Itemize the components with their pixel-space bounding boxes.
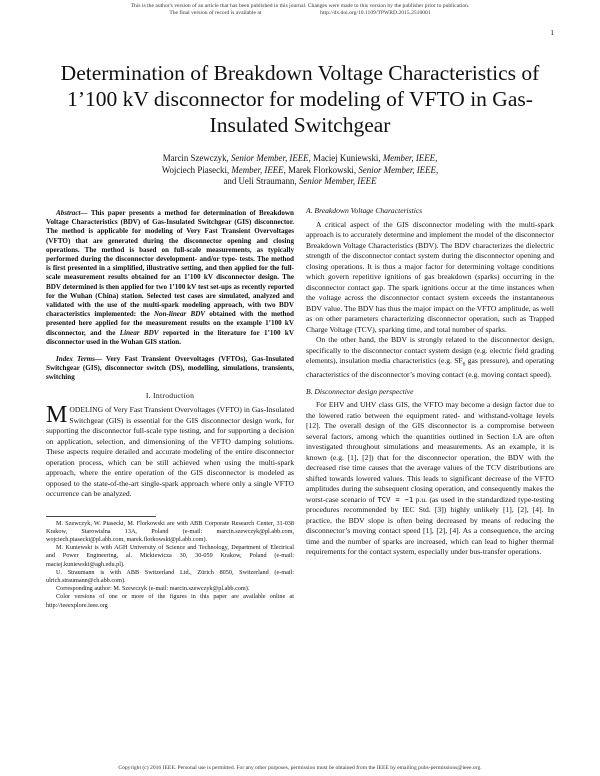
author-names: , Marek Florkowski, [283, 164, 359, 175]
author-role: Senior Member, IEEE [230, 153, 309, 163]
body-text: gas pressure), and operating characteristics of the disconnector’s moving contact (e.g. moving contact speed). [306, 356, 554, 380]
index-terms-label: Index Terms— [56, 355, 103, 364]
body-paragraph [306, 400, 554, 558]
body-text: For EHV and UHV class GIS, the VFTO may become a design factor due to the lowered ratio between the equipment rated- and withstand-voltage levels [12]. The overall design of the GIS disconnector is a compromise between several factors, among which the quantities outlined in Section I.A are often investigated throughout simulations and measurements. As an example, it is known (e.g. [1], [2]) that for the disconnector operation, the BDV with the decreased rise time causes that the average values of the TCV distributions are shifted towards lowered values. This leads to significant decrease of the VFTO amplitudes during the subsequent closing operation, and consequently makes the worst-case scenario of [306, 400, 554, 504]
introduction-text: ODELING of Very Fast Transient Overvoltages (VFTO) in Gas-Insulated Switchgear (GIS) is essential for the GIS disconnector design work, for supporting the disconnector full-scale type testing, and for supporting a decision on application, selection, and dimensioning of the VFTO damping solutions. These aspects require detailed and accurate modeling of the entire disconnector operation process, which can be still achieved when using the multi-spark approach, where the entire operation of the GIS disconnector is modeled as opposed to the state-of-the-art single-spark approach where only a single VFTO occurrence can be analyzed. [46, 405, 294, 499]
inline-math: TCV = −1 [377, 494, 414, 504]
author-role: Member, IEEE [382, 153, 436, 163]
subsection-heading-b: B. Disconnector design perspective [306, 386, 414, 396]
abstract-emphasis: Linear BDV [119, 328, 159, 337]
abstract-label: Abstract— [56, 209, 88, 217]
abstract-text: reported in the literature for 1’100 kV disconnector used in the Wuhan GIS station. [46, 328, 294, 346]
section-heading-introduction: I. Introduction [145, 390, 195, 400]
author-separator: , [435, 164, 439, 175]
author-names: and Ueli Straumann, [223, 176, 299, 187]
footnote: Corresponding author: M. Szewczyk (e-mail: marcin.szewczyk@pl.abb.com). [56, 585, 250, 593]
footnotes [46, 520, 294, 610]
body-paragraph: A critical aspect of the GIS disconnector modeling with the multi-spark approach is to accurately determine and implement the model of the disconnector Breakdown Voltage Characteristics (BDV). The BDV characterizes the dielectric strength of the disconnector contact system during the disconnector opening and closing operations. It is thus a major factor for determining voltage conditions which govern repetitive ignitions of gas breakdown (sparks) occurring in the disconnector contact gap. The spark ignitions occur at the time instances when the voltage across the disconnector contact system exceeds the instantaneous BDV value. The BDV has thus the major impact on the VFTO amplitude, as well as on other parameters characterizing disconnector operation, such as Trapped Charge Voltage (TCV), sparking time, and total number of sparks. [306, 219, 554, 334]
footnote: M. Kuniewski is with AGH University of Science and Technology, Department of Electrical and Power Engineering, al. Mickiewicza 30, 30-059 Krakow, Poland (e-mail: maciej.kuniewski@agh.edu.pl). [46, 544, 294, 568]
subsection-heading-a: A. Breakdown Voltage Characteristics [306, 206, 423, 215]
body-paragraph [306, 335, 554, 381]
publication-notice-line-1: This is the author's version of an article that has been published in this journal. Changes were made to this version by the publisher prior to publication. [130, 3, 470, 9]
author-names: Wojciech Piasecki, [161, 164, 232, 175]
copyright-notice: Copyright (c) 2016 IEEE. Personal use is permitted. For any other purposes, permission must be obtained from the IEEE by emailing pubs-permissions@ieee.org. [118, 765, 482, 771]
index-terms-text: Very Fast Transient Overvoltages (VFTOs), Gas-Insulated Switchgear (GIS), disconnector switch (DS), modelling, simulations, transients, switching [46, 355, 295, 382]
author-list [60, 153, 540, 188]
author-role: Member, IEEE [231, 164, 284, 175]
author-names: , Maciej Kuniewski, [308, 153, 383, 163]
body-text: On the other hand, the BDV is strongly related to the disconnector design, specifically to the disconnector contact system design (e.g. electric field grading elements), insulation media characteristics (e.g. SF [306, 335, 554, 365]
abstract [46, 209, 294, 347]
body-text: p.u. (as used in the standardized type-testing procedures recommended by IEC Std. [3]) highly unlikely [1], [2], [4]. In practice, the BDV slope is often being decreased by means of reducing the disconnector’s moving contact speed [1], [2], [4]. As a consequence, the arcing time and the number of sparks are increased, which can lead to higher thermal requirements for the contact system, especially under bus-transfer operations. [306, 494, 554, 557]
author-role: Senior Member, IEEE [358, 164, 436, 175]
publication-notice-line-2: The final version of record is available at http://dx.doi.org/10.1109/TPWRD.2015.2510001 [169, 10, 431, 17]
footnote: Color versions of one or more of the figures in this paper are available online at http://ieeexplore.ieee.org [46, 593, 294, 609]
index-terms [46, 355, 294, 383]
footnote-rule [46, 516, 156, 517]
paper-title: Determination of Breakdown Voltage Characteristics of 1’100 kV disconnector for modeling of VFTO in Gas-Insulated Switchgear [60, 61, 540, 137]
abstract-emphasis: Non-linear BDV [153, 310, 206, 319]
author-line-2 [60, 165, 540, 177]
footnote: M. Szewczyk, W. Piasecki, M. Florkowski are with ABB Corporate Research Center, 31-038 Krakow, Starowislna 13A, Poland (e-mail: marcin.szewczyk@pl.abb.com, wojciech.piasecki@pl.abb.com, marek.florkowski@pl.abb.com). [46, 519, 294, 544]
right-column [306, 206, 554, 558]
author-line-1 [60, 153, 540, 165]
footnote: U. Straumann is with ABB Switzerland Ltd., Zürich 8050, Switzerland (e-mail: ulrich.straumann@ch.abb.com). [46, 568, 294, 585]
author-line-3 [60, 176, 540, 188]
abstract-text: This paper presents a method for determination of Breakdown Voltage Characteristics (BDV) of Gas-Insulated Switchgear (GIS) disconnector. The method is applicable for modeling of Very Fast Transient Overvoltages (VFTO) that are generated during the disconnector opening and closing operations. The method is based on full-scale measurements, as typically performed during the disconnector development- and/or type- tests. The method is first presented in a simplified, illustrative setting, and then applied for the full-scale measurement results obtained for an 1’100 kV disconnector design. The BDV determined is then applied for two 1’100 kV test set-ups as recently reported for the Wuhan (China) station. Selected test cases are simulated, analyzed and validated with the use of the multi-spark modeling approach, with two BDV characteristics implemented: the [46, 209, 294, 319]
subscript: 6 [462, 361, 466, 368]
author-separator: , [435, 153, 438, 163]
introduction-paragraph [46, 402, 294, 500]
publication-notice [0, 3, 600, 18]
author-names: Marcin Szewczyk, [162, 153, 231, 163]
drop-cap: M [46, 402, 68, 429]
left-column [46, 209, 294, 610]
author-role: Senior Member, IEEE [298, 176, 377, 187]
abstract-text: obtained with the method presented here applied for the measurement results on the example 1’100 kV disconnector, and the [46, 310, 294, 337]
page-number: 1 [550, 28, 554, 37]
